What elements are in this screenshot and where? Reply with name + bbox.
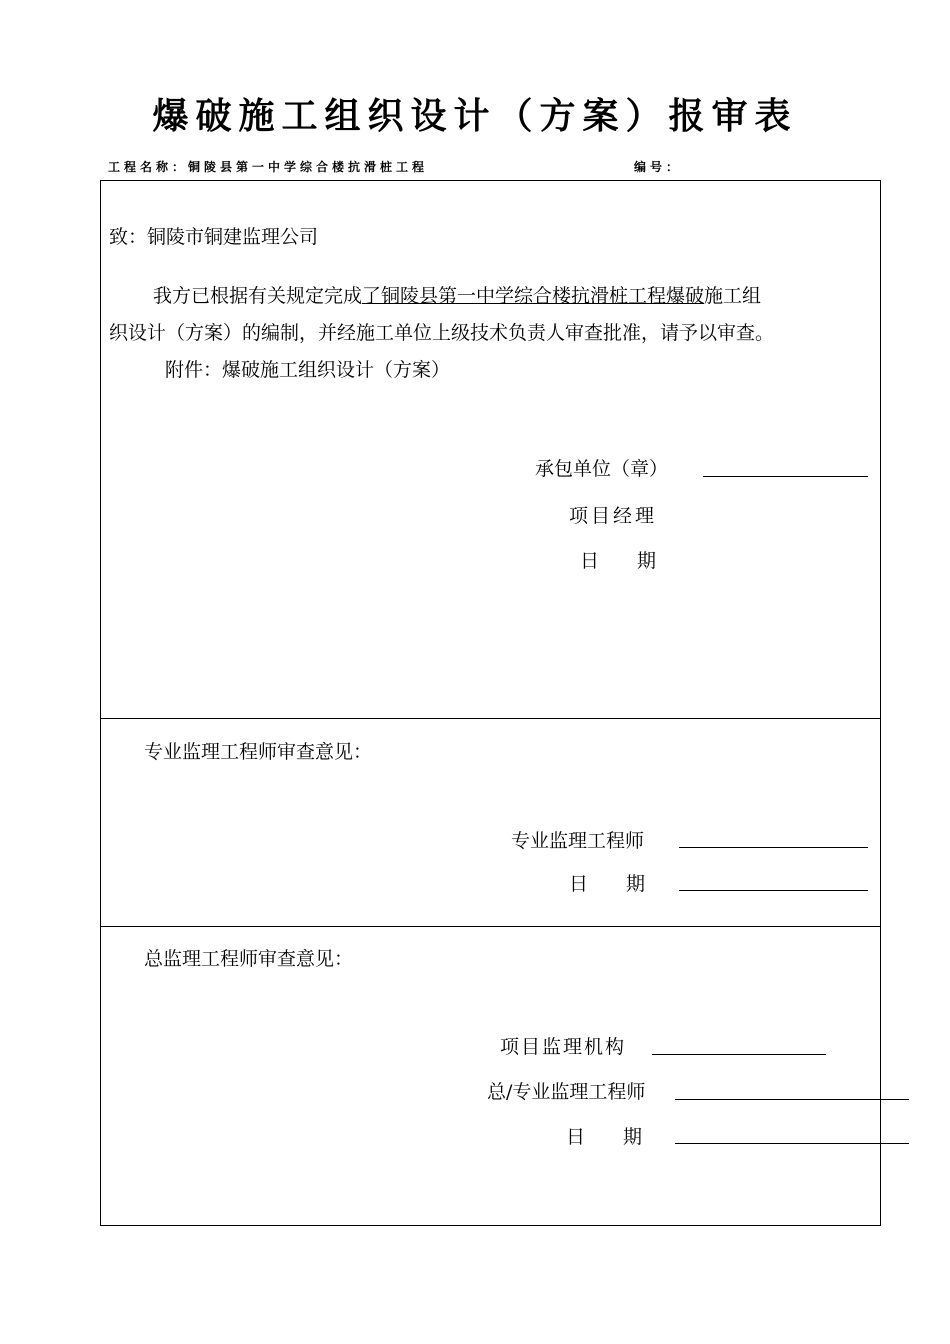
manager-label: 项目经理 [569, 505, 658, 527]
date-label-3: 日 期 [566, 1126, 643, 1148]
specialist-date-line[interactable] [679, 890, 868, 891]
number-label: 编号： [634, 160, 683, 174]
project-name-underlined: 了铜陵县第一中学综合楼抗滑桩工程爆破 [362, 285, 705, 307]
date-label-1: 日 期 [580, 550, 657, 572]
specialist-review-heading: 专业监理工程师审查意见： [144, 741, 373, 763]
divider-1 [100, 718, 881, 719]
contractor-signature-line[interactable] [703, 476, 868, 477]
body-line-2: 织设计（方案）的编制，并经施工单位上级技术负责人审查批准，请予以审查。 [109, 322, 775, 344]
specialist-engineer-label: 专业监理工程师 [511, 830, 645, 852]
attachment-line: 附件：爆破施工组织设计（方案） [165, 359, 451, 381]
body-line-1 [153, 281, 761, 308]
chief-date-line[interactable] [675, 1143, 909, 1144]
specialist-engineer-signature-line[interactable] [679, 847, 868, 848]
body-line-1-suffix: 施工组 [704, 285, 762, 307]
supervision-org-label: 项目监理机构 [500, 1036, 627, 1058]
addressee: 致：铜陵市铜建监理公司 [109, 226, 319, 248]
divider-2 [100, 926, 881, 927]
chief-engineer-signature-line[interactable] [675, 1099, 909, 1100]
chief-review-heading: 总监理工程师审查意见： [144, 948, 354, 970]
date-label-2: 日 期 [569, 873, 646, 895]
page-title: 爆破施工组织设计（方案）报审表 [152, 96, 798, 137]
contractor-label: 承包单位（章） [535, 458, 669, 480]
chief-engineer-label: 总/专业监理工程师 [487, 1081, 646, 1103]
project-name: 工程名称：铜陵县第一中学综合楼抗滑桩工程 [108, 160, 429, 174]
body-line-1-prefix: 我方已根据有关规定完成 [153, 285, 363, 307]
supervision-org-signature-line[interactable] [652, 1054, 826, 1055]
